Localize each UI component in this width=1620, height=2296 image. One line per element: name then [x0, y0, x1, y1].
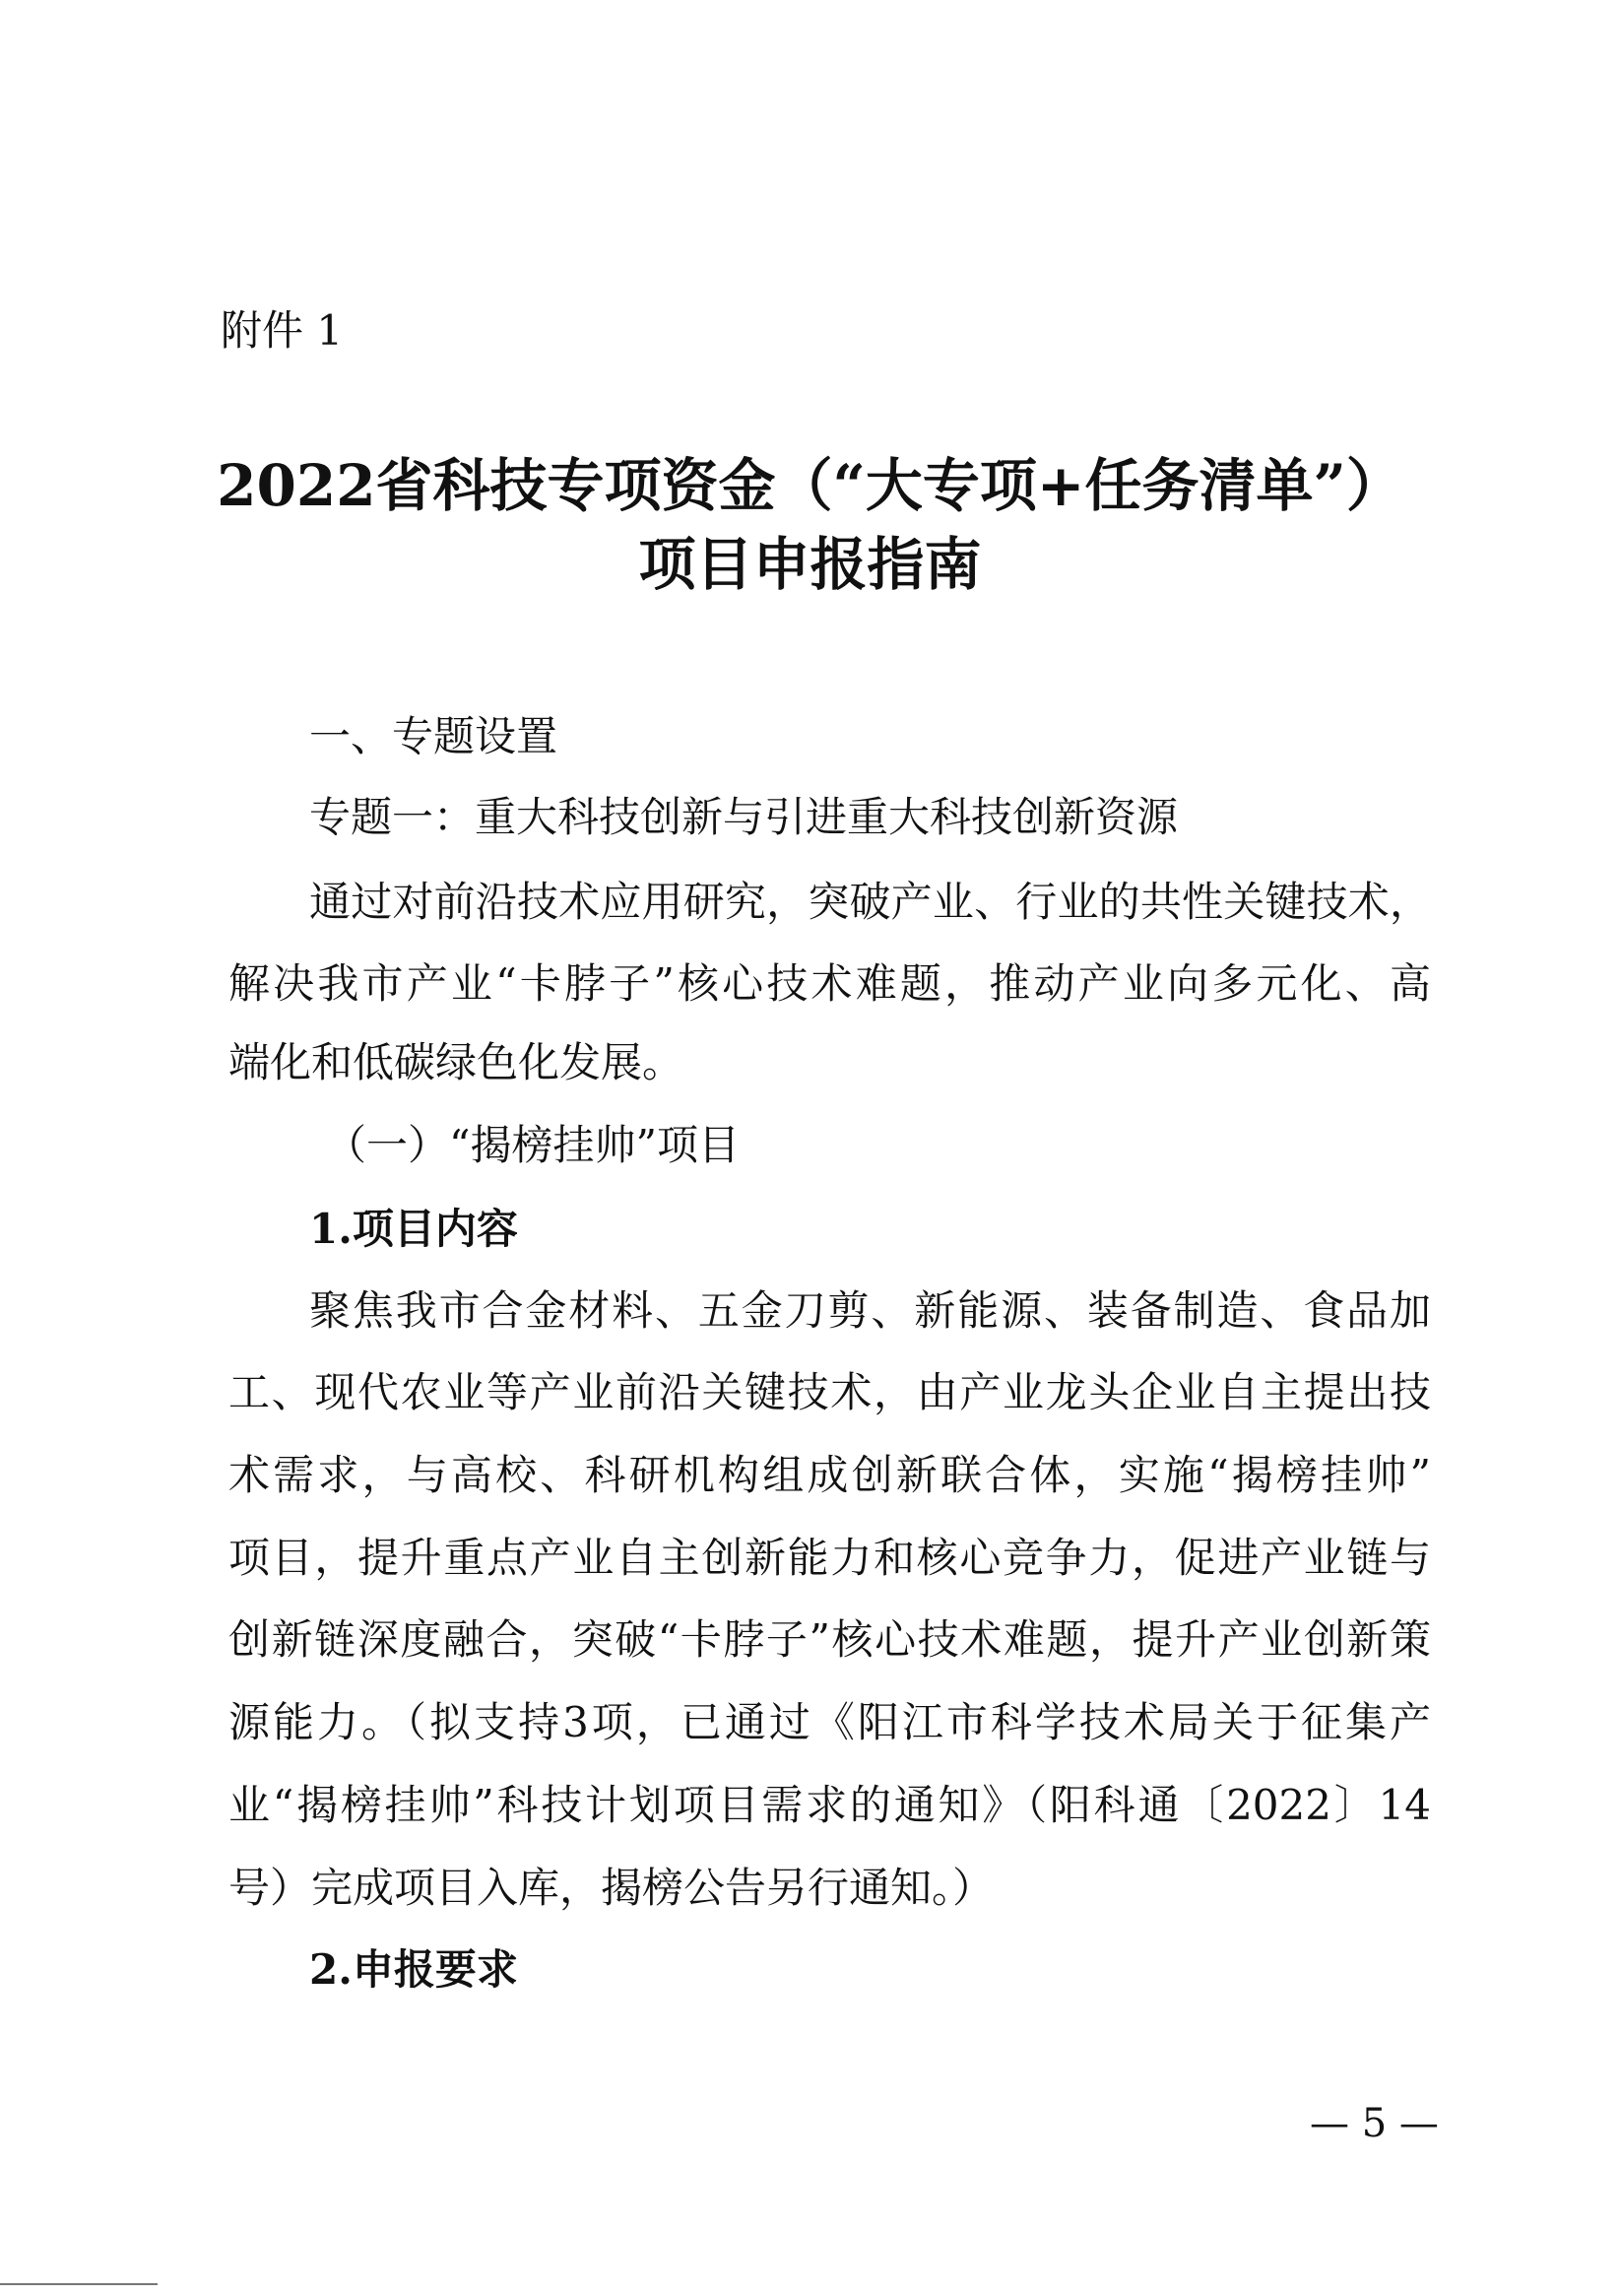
- page-title-line-1: 2022省科技专项资金（“大专项+任务清单”）: [217, 452, 1403, 519]
- page-number: — 5 —: [1310, 2101, 1439, 2146]
- section-heading: 一、专题设置: [309, 712, 558, 760]
- paragraph-line: 通过对前沿技术应用研究，突破产业、行业的共性关键技术，: [309, 878, 1431, 926]
- paragraph-line: 业“揭榜挂帅”科技计划项目需求的通知》（阳科通〔2022〕14: [228, 1781, 1431, 1829]
- paragraph-line: 项目，提升重点产业自主创新能力和核心竞争力，促进产业链与: [228, 1534, 1431, 1582]
- attachment-label: 附件 1: [221, 306, 344, 355]
- item-heading: 1.项目内容: [309, 1205, 518, 1253]
- paragraph-line: 解决我市产业“卡脖子”核心技术难题，推动产业向多元化、高: [228, 959, 1431, 1008]
- scan-edge-divider: [0, 2283, 158, 2285]
- subsection-heading: （一）“揭榜挂帅”项目: [325, 1121, 740, 1169]
- paragraph-line: 端化和低碳绿色化发展。: [228, 1038, 684, 1086]
- paragraph-line: 工、现代农业等产业前沿关键技术，由产业龙头企业自主提出技: [228, 1368, 1431, 1416]
- paragraph-line: 号）完成项目入库，揭榜公告另行通知。）: [228, 1864, 995, 1912]
- topic-heading: 专题一：重大科技创新与引进重大科技创新资源: [309, 793, 1179, 841]
- item-heading: 2.申报要求: [309, 1945, 518, 1994]
- paragraph-line: 术需求，与高校、科研机构组成创新联合体，实施“揭榜挂帅”: [228, 1451, 1431, 1499]
- paragraph-line: 创新链深度融合，突破“卡脖子”核心技术难题，提升产业创新策: [228, 1615, 1431, 1664]
- paragraph-line: 聚焦我市合金材料、五金刀剪、新能源、装备制造、食品加: [309, 1286, 1431, 1335]
- paragraph-line: 源能力。（拟支持3项，已通过《阳江市科学技术局关于征集产: [228, 1698, 1431, 1746]
- page-title-line-2: 项目申报指南: [638, 531, 982, 598]
